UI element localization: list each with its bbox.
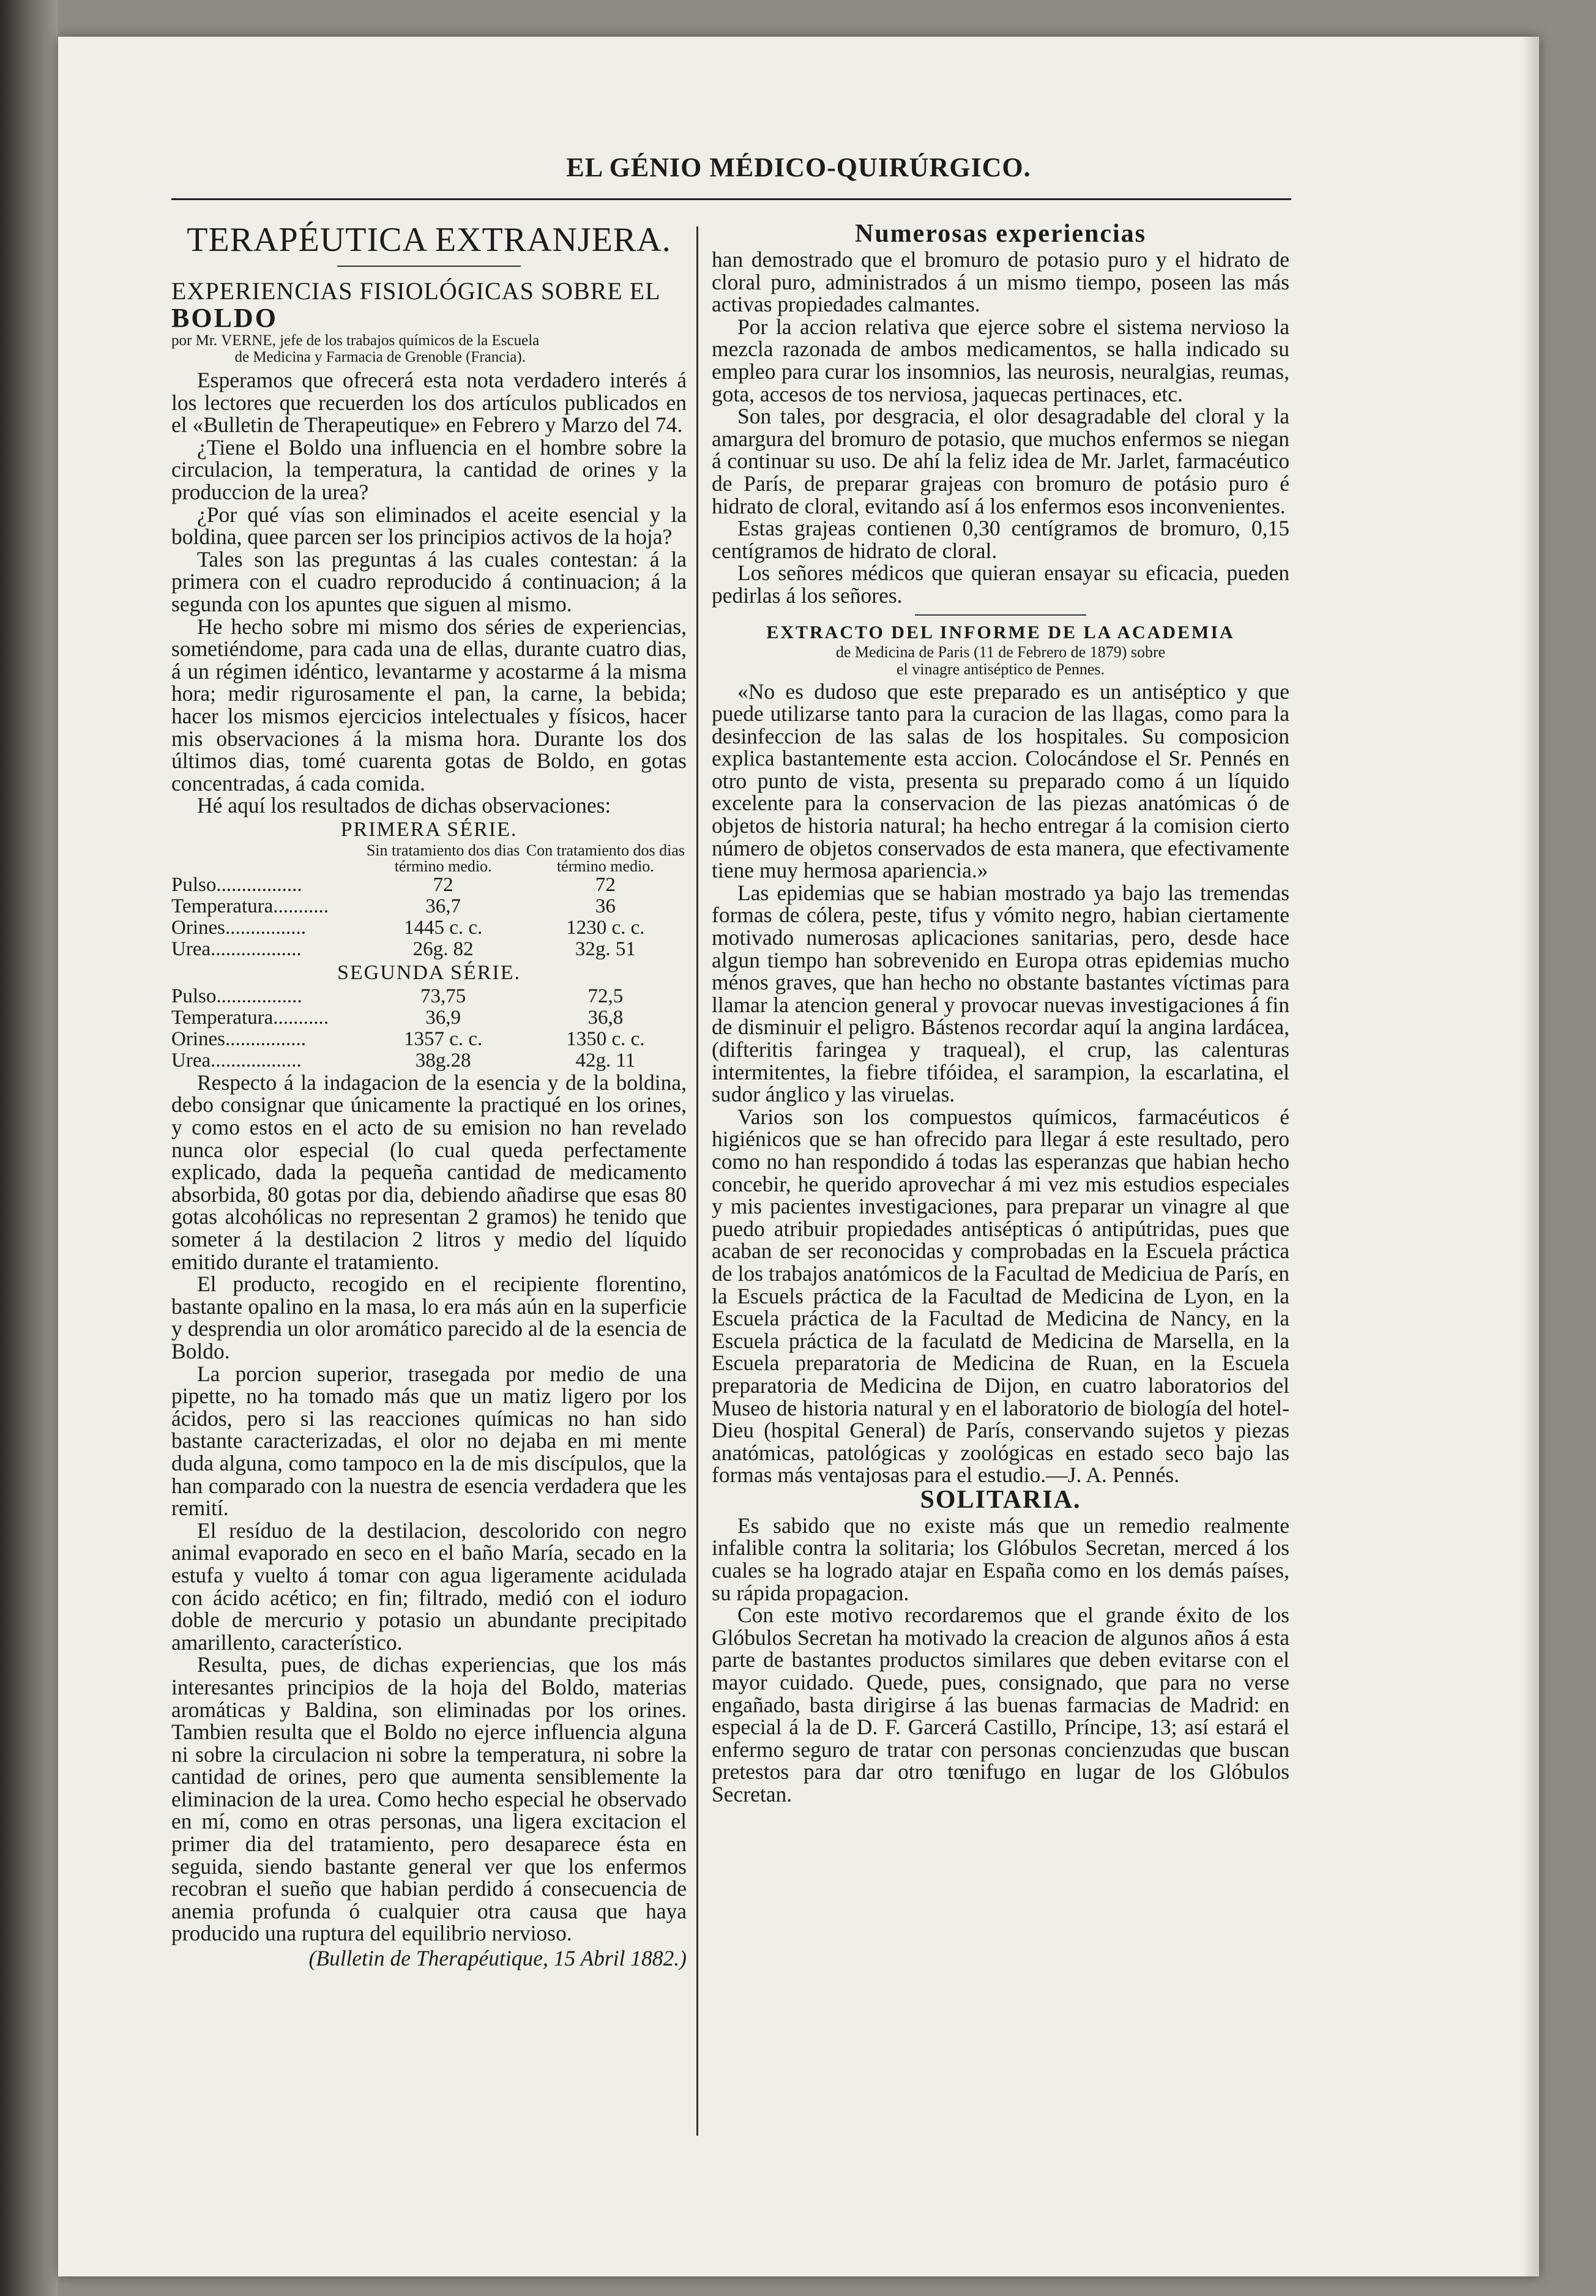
paragraph: ¿Tiene el Boldo una influencia en el hombre sobre la circulacion, la temperatura, la cantidad de orines y la produccion de la urea? [171,434,687,504]
heading-extracto: EXTRACTO DEL INFORME DE LA ACADEMIA [766,622,1235,643]
table-row: Temperatura........... 36,9 36,8 [171,1006,624,1029]
separator-rule [915,614,1086,616]
byline-por: por Mr. [171,332,217,349]
paragraph: El producto, recogido en el recipiente florentino, bastante opalino en la masa, lo era más aún en la superficie y desprendia un olor aromático parecido al de la esencia de Boldo. [171,1272,687,1363]
table-header-con: Con tratamiento dos dias término medio. [526,841,685,875]
article-title-boldo: BOLDO [171,303,278,333]
table-header-sin: Sin tratamiento dos dias término medio. [366,841,520,875]
paragraph: Varios son los compuestos químicos, farmacéuticos é higiénicos que se han ofrecido para llegar á este resultado, pero como no han respondido á todas las esperanzas que habian hecho concebir, he querido aprovechar á mi vez mis estudios especiales y mis pacientes investigaciones, para preparar un vinagre al que puedo atribuir propiedades antisépticas ó antipútridas, pues que acaban de ser reconocidas y comprobadas en la Escuela práctica de los trabajos anatómicos de la Facultad de Mediciua de París, en la Escuels práctica de la Facultad de Medicina de Lyon, en la Escuela práctica de la Facultad de Medicina de Nancy, en la Escuela práctica de la faculatd de Medicina de Marsella, en la Escuela preparatoria de Medicina de Ruan, en la Escuela preparatoria de Medicina de Dijon, en cuatro laboratorios del Museo de historia natural y en el laboratorio de biología del hotel-Dieu (hospital General) de París, conservando sujetos y piezas anatómicas, patológicas y zoológicas en estado seco bajo las formas más ventajosas para el estudio.—J. A. Pennés. [712,1104,1289,1488]
byline-affiliation: de Medicina y Farmacia de Grenoble (Francia). [234,349,526,365]
table-row: Orines................ 1357 c. c. 1350 c. c. [171,1027,645,1050]
paragraph: Estas grajeas contienen 0,30 centígramos de bromuro, 0,15 centígramos de hidrato de cloral. [712,516,1289,563]
table-row: Urea.................. 38g.28 42g. 11 [171,1049,636,1072]
observations-table-primera [171,843,687,960]
paragraph: «No es dudoso que este preparado es un antiséptico y que puede utilizarse tanto para la curacion de las llagas, como para la desinfeccion de las salas de los hospitales. Su composicion explica bastantemente esta accion. Colocándose el Sr. Pennés en otro punto de vista, presenta su preparado como á un líquido excelente para la conservacion de las piezas anatómicas ó de objetos de historia natural; ha hecho entregar á la comision cierto número de objetos conservados de esta manera, que efectivamente tiene muy hermosa apariencia.» [712,679,1289,883]
extracto-note: de Medicina de Paris (11 de Febrero de 1879) sobre el vinagre antiséptico de Pennes. [835,643,1166,678]
heading-numerosas-experiencias: Numerosas experiencias [855,220,1146,248]
page-edge-shadow [1522,37,1539,2276]
section-title: TERAPÉUTICA EXTRANJERA. [187,221,671,259]
paragraph: Con este motivo recordaremos que el grande éxito de los Glóbulos Secretan ha motivado la creacion de algunos años á esta parte de bastantes productos similares que deben evitarse con el mayor cuidado. Quede, pues, consignado, que para no verse engañado, basta dirigirse á las buenas farmacias de Madrid: en especial á la de D. F. Garcerá Castillo, Príncipe, 13; así estará el enfermo seguro de tratar con personas concienzudas que buscan pretestos para dar otro tœnifugo en lugar de los Glóbulos Secretan. [712,1603,1289,1806]
article-title [171,278,687,332]
table-row: Temperatura........... 36,7 36 [171,895,616,917]
paragraph: ¿Por qué vías son eliminados el aceite esencial y la boldina, quee parcen ser los principios activos de la hoja? [171,502,687,550]
article-title-prefix: EXPERIENCIAS FISIOLÓGICAS SOBRE EL [171,277,660,305]
serie-title-primera: PRIMERA SÉRIE. [340,818,518,841]
header-rule [171,198,1291,200]
left-column [171,220,687,1970]
paragraph: Resulta, pues, de dichas experiencias, que los más interesantes principios de la hoja del Boldo, materias aromáticas y Baldina, son eliminadas por los orines. Tambien resulta que el Boldo no ejerce influencia alguna ni sobre la circulacion ni sobre la temperatura, ni sobre la cantidad de orines, pero que aumenta sensiblemente la eliminacion de la urea. Como hecho especial he observado en mí, como en otras personas, una ligera excitacion el primer dia del tratamiento, pero desaparece ésta en seguida, siendo bastante general ver que los enfermos recobran el sueño que habian perdido á consecuencia de anemia profunda ó cualquier otra causa que haya producido una ruptura del equilibrio nervioso. [171,1652,687,1946]
byline [171,332,687,365]
paragraph: Tales son las preguntas á las cuales contestan: á la primera con el cuadro reproducido á continuacion; á la segunda con los apuntes que siguen al mismo. [171,546,687,616]
right-column [712,220,1289,1806]
section-rule [337,266,521,267]
heading-solitaria: SOLITARIA. [920,1485,1081,1514]
paragraph: Los señores médicos que quieran ensayar su eficacia, pueden pedirlas á los señores. [712,561,1289,608]
table-header-row [171,843,687,874]
serie-title-segunda: SEGUNDA SÉRIE. [337,961,521,984]
paragraph: La porcion superior, trasegada por medio de una pipette, no ha tomado más que un matiz ligero por los ácidos, pero si las reacciones químicas no han sido bastante caracterizadas, el olor no dejaba en mi mente duda alguna, como tampoco en la de mis discípulos, que la han comparado con la nuestra de esencia verdadera que les remití. [171,1361,687,1521]
paragraph: han demostrado que el bromuro de potasio puro y el hidrato de cloral puro, administrados á un mismo tiempo, poseen las más activas propiedades calmantes. [712,247,1289,317]
table-row: Orines................ 1445 c. c. 1230 c. c. [171,916,645,939]
running-head: EL GÉNIO MÉDICO-QUIRÚRGICO. [566,152,1031,182]
byline-author: VERNE, jefe de los trabajos químicos de la Escuela [221,332,540,349]
book-spine-shadow [0,0,58,2296]
paragraph: He hecho sobre mi mismo dos séries de experiencias, sometiéndome, para cada una de ellas, durante cuatro dias, á un régimen idéntico, levantarme y acostarme á la misma hora; medir rigurosamente el pan, la carne, la bebida; hacer los mismos ejercicios intelectuales y físicos, hacer mis observaciones á la misma hora. Durante los dos últimos dias, tomé cuarenta gotas de Boldo, en gotas concentradas, á cada comida. [171,614,687,796]
paragraph: Esperamos que ofrecerá esta nota verdadero interés á los lectores que recuerden los dos artículos publicados en el «Bulletin de Therapeutique» en Febrero y Marzo del 74. [171,368,687,438]
byline-author-block [221,332,539,365]
observations-table-segunda [171,986,687,1072]
newspaper-page [58,37,1539,2276]
table-row: Urea.................. 26g. 82 32g. 51 [171,937,636,960]
table-row: Pulso................. 73,75 72,5 [171,985,624,1007]
paragraph: Respecto á la indagacion de la esencia y de la boldina, debo consignar que únicamente la practiqué en los orines, y como estos en el acto de su emision no han revelado nunca olor especial (lo cual queda perfectamente explicado, dada la pequeña cantidad de medicamento absorbida, 80 gotas por dia, debiendo añadirse que esas 80 gotas alcohólicas no representan 2 gramos) he tenido que someter á la destilacion 2 litros y medio del líquido emitido durante el tratamiento. [171,1070,687,1274]
paragraph: El resíduo de la destilacion, descolorido con negro animal evaporado en seco en el baño María, secado en la estufa y vuelto á tomar con agua ligeramente acidulada con ácido acético; en fin; filtrado, medió con el ioduro doble de mercurio y potasio un abundante precipitado amarillento, característico. [171,1518,687,1655]
column-divider [696,226,698,2136]
paragraph: Las epidemias que se habian mostrado ya bajo las tremendas formas de cólera, peste, tifus y vómito negro, habian ciertamente motivado numerosas aplicaciones sanitarias, pero, desde hace algun tiempo han sobrevenido en Europa otras epidemias mucho ménos graves, que han hecho no obstante bastantes víctimas para llamar la atencion general y provocar nuevas investigaciones á fin de disminuir el peligro. Bástenos recordar aquí la angina lardácea, (difteritis faringea y traqueal), el crup, las calenturas intermitentes, la fiebre tifóidea, el sarampion, la escarlatina, el sudor ánglico y las viruelas. [712,880,1289,1107]
paragraph: Por la accion relativa que ejerce sobre el sistema nervioso la mezcla razonada de ambos medicamentos, se halla indicado su empleo para curar los insomnios, las neurosis, neuralgias, reumas, gota, accesos de tos nerviosa, jaquecas pertinaces, etc. [712,314,1289,406]
paragraph: Hé aquí los resultados de dichas observaciones: [197,793,611,818]
citation: (Bulletin de Therapéutique, 15 Abril 1882.) [308,1946,687,1971]
table-row: Pulso................. 72 72 [171,873,616,896]
paragraph: Es sabido que no existe más que un remedio realmente infalible contra la solitaria; los Glóbulos Secretan, merced á los cuales se ha logrado atajar en España como en los demás países, su rápida propagacion. [712,1513,1289,1605]
paragraph: Son tales, por desgracia, el olor desagradable del cloral y la amargura del bromuro de potasio, que muchos enfermos se niegan á continuar su uso. De ahí la feliz idea de Mr. Jarlet, farmacéutico de París, de preparar grajeas con bromuro de potásio puro é hidrato de cloral, evitando así á los enfermos esos inconvenientes. [712,404,1289,518]
